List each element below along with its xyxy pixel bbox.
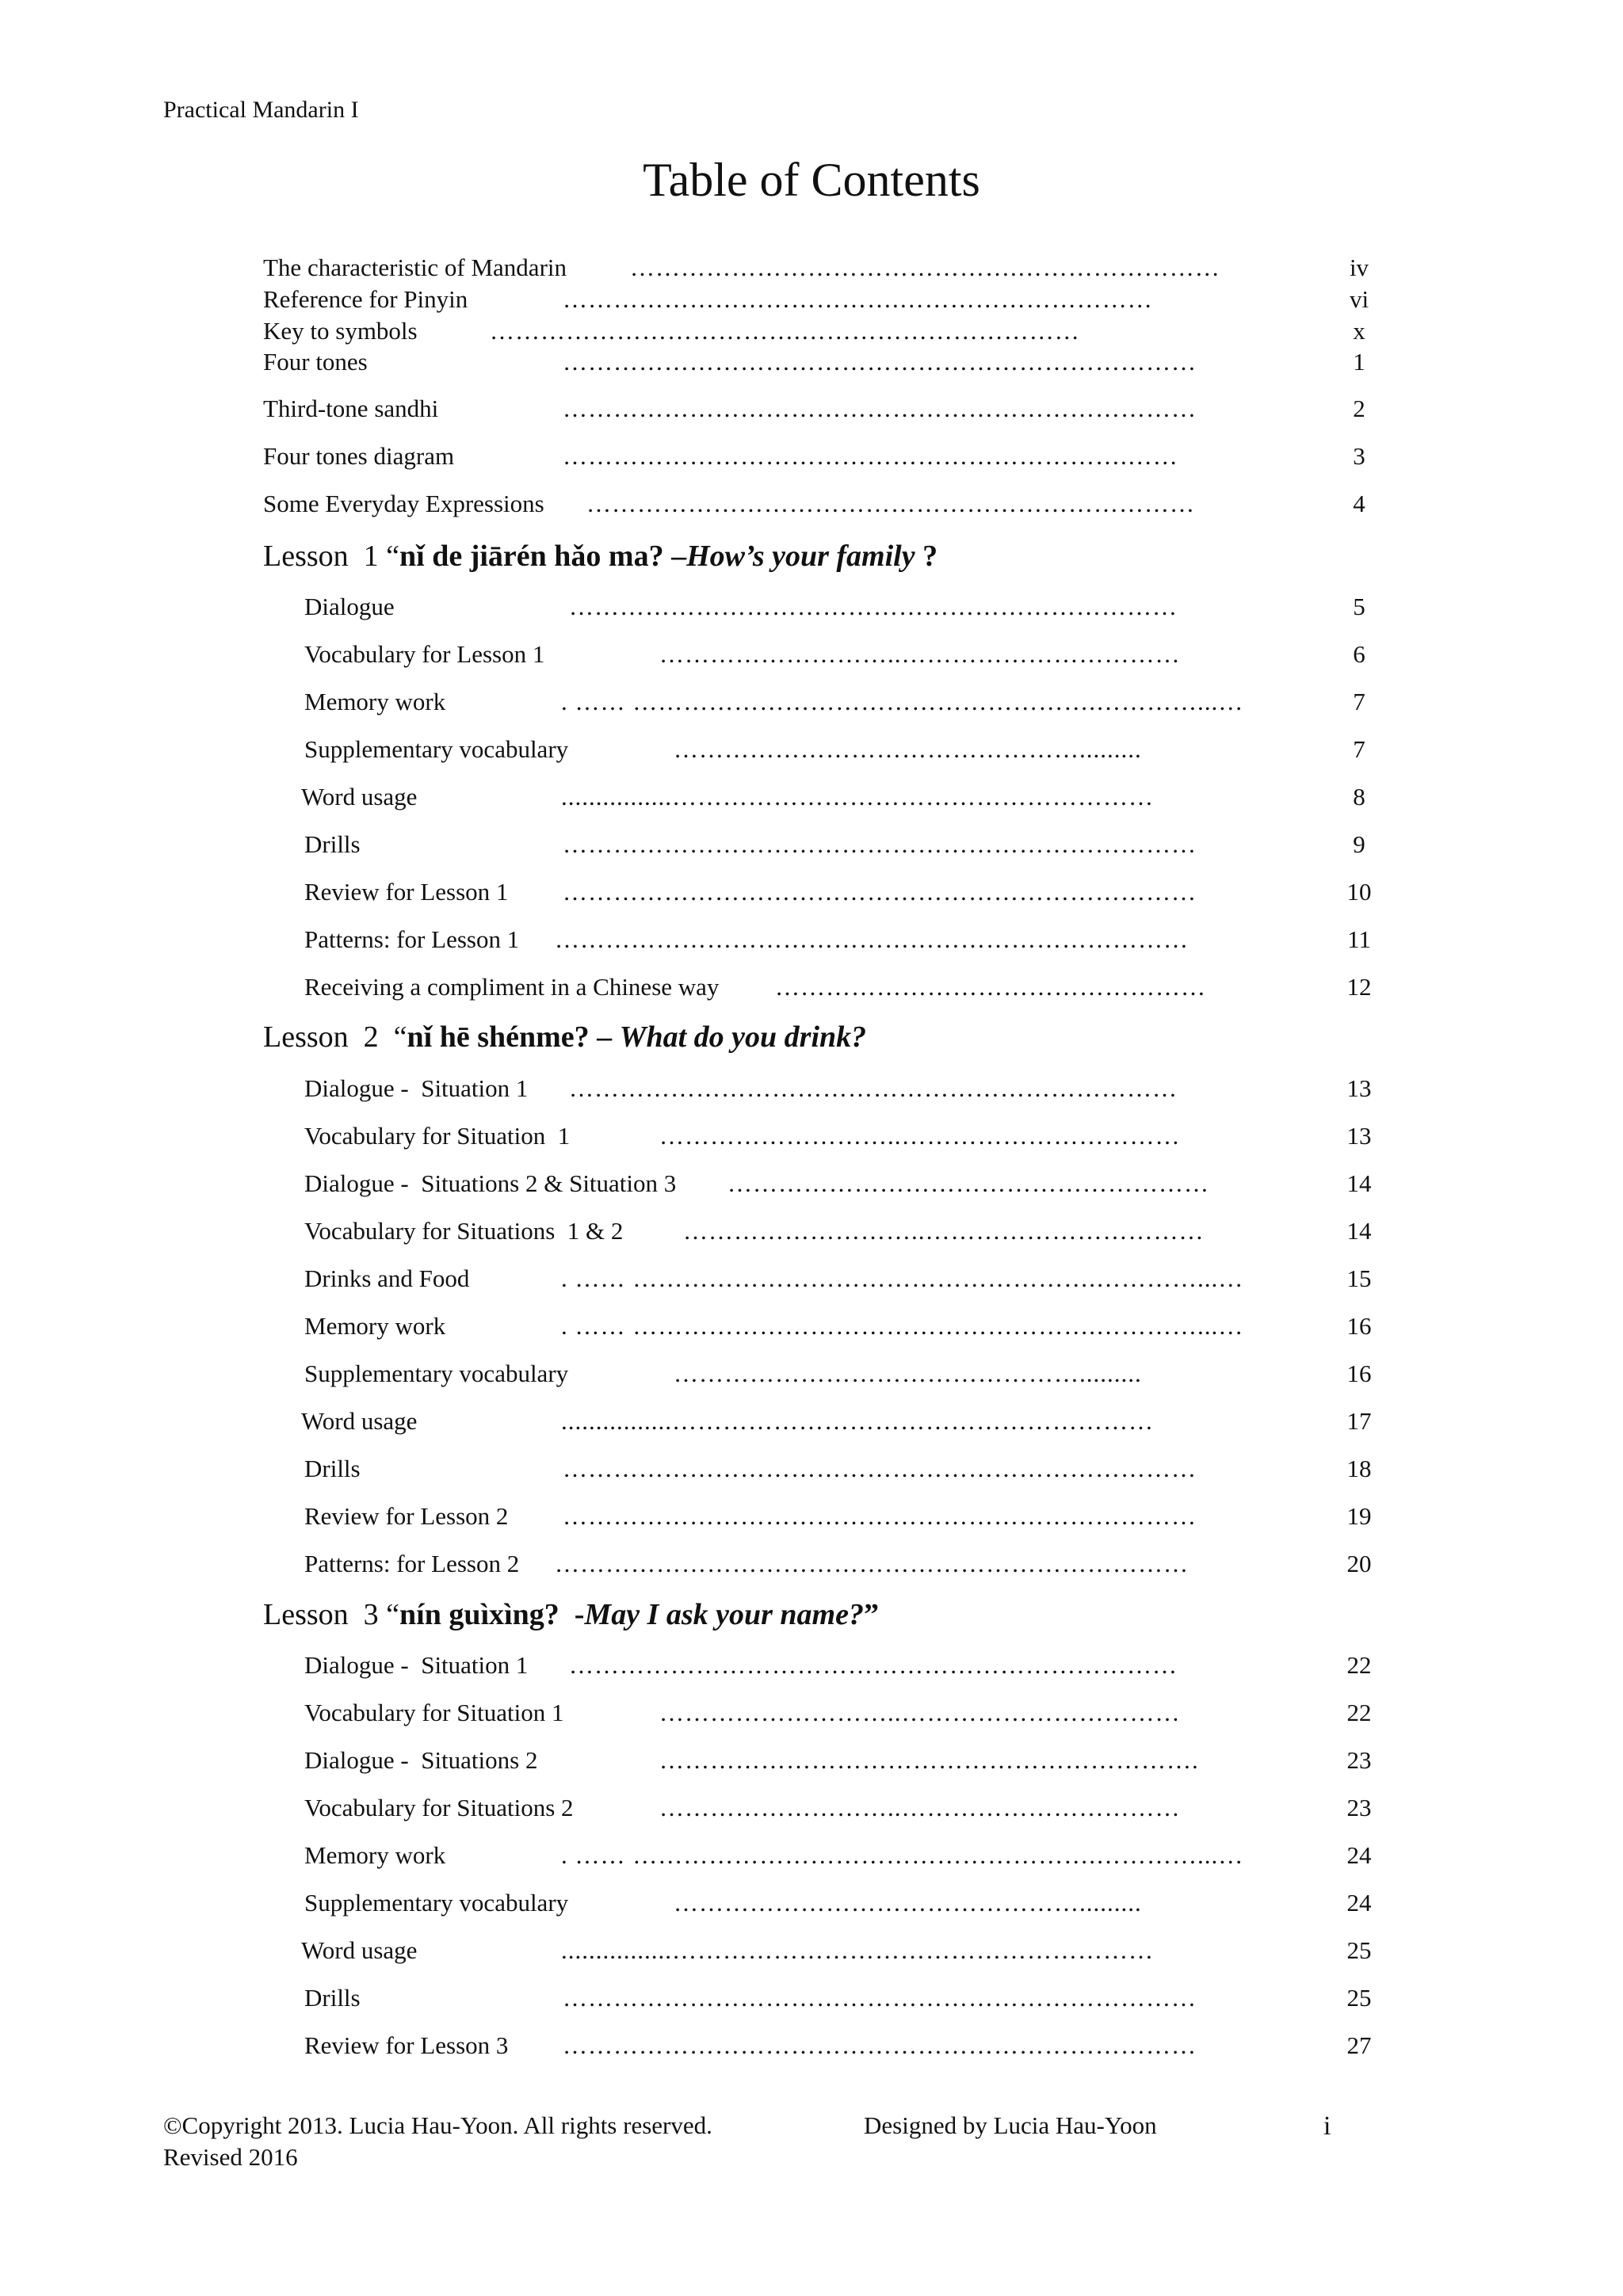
toc-entry[interactable] [0, 285, 1623, 317]
dot-leader: . …… ……………………………………………….…………...… [561, 1312, 1244, 1340]
toc-entry-page-number: 25 [1346, 1936, 1372, 1964]
toc-entry[interactable] [0, 1169, 1623, 1201]
dot-leader: ………………………………………………………………… [563, 1984, 1197, 2012]
toc-entry-label: Vocabulary for Situations 2 [304, 1794, 574, 1821]
toc-entry-page-number: 23 [1346, 1794, 1372, 1821]
dot-leader: ………………………………………………………………… [563, 395, 1197, 422]
toc-entry-label: Key to symbols [263, 317, 418, 345]
toc-entry[interactable] [0, 395, 1623, 426]
dot-leader: ………………………..…………………………… [659, 1122, 1181, 1150]
dot-leader: ................………………………………………………… [561, 783, 1154, 810]
toc-entry[interactable] [0, 1651, 1623, 1683]
toc-entry-page-number: 18 [1346, 1455, 1372, 1482]
copyright-notice: ©Copyright 2013. Lucia Hau-Yoon. All rights reserved. [163, 2111, 712, 2139]
toc-entry-page-number: 7 [1353, 735, 1365, 763]
toc-entry[interactable] [0, 640, 1623, 672]
dot-leader: ………………………………………………………………… [563, 1502, 1197, 1530]
toc-entry[interactable] [0, 1455, 1623, 1486]
dot-leader: ………………………………….………………………… [563, 285, 1153, 313]
dot-leader: ……………………………………………………………… [569, 593, 1178, 620]
toc-entry-page-number: 2 [1353, 395, 1365, 422]
toc-entry-page-number: 16 [1346, 1360, 1372, 1387]
toc-entry-label: Dialogue - Situations 2 [304, 1746, 538, 1774]
toc-entry[interactable] [0, 1502, 1623, 1534]
toc-entry-page-number: 22 [1346, 1699, 1372, 1726]
dot-leader: ………………………………………………………………… [555, 1550, 1189, 1577]
toc-entry-label: Supplementary vocabulary [304, 735, 569, 763]
toc-entry-page-number: 19 [1346, 1502, 1372, 1530]
toc-entry-page-number: 13 [1346, 1074, 1372, 1102]
toc-entry-page-number: 16 [1346, 1312, 1372, 1340]
toc-entry[interactable] [0, 1699, 1623, 1730]
dot-leader: ……………………………………………………………… [569, 1074, 1178, 1102]
lesson-title-english: What do you drink? [619, 1020, 867, 1054]
toc-entry-label: Memory work [304, 688, 446, 715]
dot-leader: ………………………………………………………. [659, 1746, 1199, 1774]
dot-leader: ………………………………………………………………… [563, 1455, 1197, 1482]
dot-leader: ………………………………………………………………… [563, 348, 1197, 376]
toc-entry-label: Receiving a compliment in a Chinese way [304, 973, 720, 1001]
toc-entry-label: Word usage [301, 1407, 418, 1435]
toc-entry-page-number: 20 [1346, 1550, 1372, 1577]
lesson-title-suffix: ” [863, 1598, 879, 1631]
dot-leader: ………………………..…………………………… [659, 1699, 1181, 1726]
toc-entry[interactable] [0, 925, 1623, 957]
toc-entry-page-number: 8 [1353, 783, 1365, 810]
toc-entry-label: Review for Lesson 3 [304, 2031, 509, 2059]
toc-entry-page-number: 24 [1346, 1889, 1372, 1917]
dot-leader: ………………………………………………… [727, 1169, 1209, 1197]
toc-entry[interactable] [0, 490, 1623, 521]
toc-entry[interactable] [0, 878, 1623, 910]
toc-entry-page-number: 5 [1353, 593, 1365, 620]
lesson-number: Lesson 3 “ [263, 1598, 400, 1631]
dot-leader: ……………………………………………………………… [586, 490, 1195, 517]
toc-entry[interactable] [0, 1407, 1623, 1439]
running-header: Practical Mandarin I [163, 97, 359, 123]
toc-entry-page-number: 10 [1346, 878, 1372, 906]
toc-entry-label: Memory work [304, 1841, 446, 1869]
toc-entry-label: Dialogue - Situation 1 [304, 1074, 529, 1102]
toc-entry-label: Some Everyday Expressions [263, 490, 544, 517]
dot-leader: ………………………………………………………….…… [563, 442, 1178, 470]
dot-leader: ……………………………………….…………………… [630, 254, 1220, 281]
toc-entry-page-number: iv [1349, 254, 1369, 281]
toc-entry-label: Vocabulary for Situations 1 & 2 [304, 1217, 624, 1245]
toc-entry-label: Drills [304, 1984, 361, 2012]
toc-entry-page-number: 12 [1346, 973, 1372, 1001]
lesson-title-english: May I ask your name? [584, 1598, 864, 1631]
toc-entry-page-number: 22 [1346, 1651, 1372, 1679]
toc-entry-page-number: 1 [1353, 348, 1365, 376]
toc-entry[interactable] [0, 1841, 1623, 1873]
toc-entry[interactable] [0, 1984, 1623, 2016]
toc-entry[interactable] [0, 593, 1623, 624]
dot-leader: ………………………………………………………………… [563, 830, 1197, 858]
lesson-title-pinyin: nǐ de jiārén hǎo ma? – [399, 540, 687, 573]
toc-entry[interactable] [0, 1936, 1623, 1968]
toc-entry-page-number: 6 [1353, 640, 1365, 668]
toc-entry[interactable] [0, 1074, 1623, 1106]
toc-entry-page-number: 3 [1353, 442, 1365, 470]
toc-entry-page-number: 15 [1346, 1264, 1372, 1292]
toc-entry-page-number: 25 [1346, 1984, 1372, 2012]
toc-entry-label: Vocabulary for Situation 1 [304, 1699, 564, 1726]
toc-entry-label: Drills [304, 830, 361, 858]
lesson-title-suffix: ? [915, 540, 938, 573]
dot-leader: …………………………………………......... [674, 1360, 1142, 1387]
toc-entry[interactable] [0, 1794, 1623, 1825]
toc-entry[interactable] [0, 1312, 1623, 1344]
lesson-number: Lesson 2 “ [263, 1020, 407, 1054]
toc-entry-label: The characteristic of Mandarin [263, 254, 567, 281]
toc-entry-label: Dialogue - Situation 1 [304, 1651, 529, 1679]
dot-leader: . …… ……………………………………………….…………...… [561, 688, 1244, 715]
lesson-title-pinyin: nín guìxìng? - [399, 1598, 585, 1631]
lesson-title-english: How’s your family [686, 540, 915, 573]
toc-entry[interactable] [0, 317, 1623, 349]
toc-entry[interactable] [0, 2031, 1623, 2063]
toc-entry-page-number: 24 [1346, 1841, 1372, 1869]
toc-entry[interactable] [0, 783, 1623, 814]
toc-entry-page-number: 14 [1346, 1217, 1372, 1245]
toc-entry-label: Review for Lesson 1 [304, 878, 509, 906]
toc-entry-label: Four tones [263, 348, 368, 376]
toc-entry-label: Vocabulary for Situation 1 [304, 1122, 571, 1150]
dot-leader: ………………………..…………………………… [659, 640, 1181, 668]
toc-entry-page-number: 13 [1346, 1122, 1372, 1150]
revision-note: Revised 2016 [163, 2143, 298, 2171]
dot-leader: ................………………………………………………… [561, 1407, 1154, 1435]
toc-entry-label: Supplementary vocabulary [304, 1360, 569, 1387]
toc-entry-page-number: x [1353, 317, 1365, 345]
dot-leader: ……………………………………………………………… [569, 1651, 1178, 1679]
toc-entry[interactable] [0, 735, 1623, 767]
dot-leader: ................………………………………………………… [561, 1936, 1154, 1964]
page-number: i [1323, 2111, 1331, 2141]
toc-entry-label: Four tones diagram [263, 442, 455, 470]
dot-leader: …………………………………………… [775, 973, 1206, 1001]
toc-entry-page-number: vi [1349, 285, 1369, 313]
toc-entry[interactable] [0, 1889, 1623, 1920]
toc-entry-page-number: 27 [1346, 2031, 1372, 2059]
dot-leader: ………………………………………………………………… [555, 925, 1189, 953]
dot-leader: ………………………………………………………………… [563, 878, 1197, 906]
toc-entry[interactable] [0, 830, 1623, 862]
toc-entry[interactable] [0, 1217, 1623, 1249]
toc-entry-page-number: 7 [1353, 688, 1365, 715]
toc-entry-label: Word usage [301, 1936, 418, 1964]
toc-entry[interactable] [0, 1122, 1623, 1154]
toc-entry-label: Memory work [304, 1312, 446, 1340]
lesson-heading[interactable] [263, 539, 938, 574]
lesson-heading[interactable] [263, 1597, 879, 1632]
toc-entry-label: Reference for Pinyin [263, 285, 468, 313]
dot-leader: ………………………..…………………………… [659, 1794, 1181, 1821]
toc-entry[interactable] [0, 348, 1623, 379]
toc-entry-label: Supplementary vocabulary [304, 1889, 569, 1917]
toc-entry-label: Patterns: for Lesson 1 [304, 925, 520, 953]
toc-entry-label: Dialogue - Situations 2 & Situation 3 [304, 1169, 677, 1197]
toc-entry-label: Drinks and Food [304, 1264, 470, 1292]
dot-leader: ………………………………………………………………… [563, 2031, 1197, 2059]
lesson-title-pinyin: nǐ hē shénme? – [407, 1020, 620, 1054]
toc-entry-label: Vocabulary for Lesson 1 [304, 640, 545, 668]
dot-leader: …………………………………………......... [674, 735, 1142, 763]
toc-entry-page-number: 11 [1347, 925, 1371, 953]
lesson-number: Lesson 1 “ [263, 540, 400, 573]
toc-entry[interactable] [0, 1550, 1623, 1581]
dot-leader: . …… ……………………………………………….…………...… [561, 1841, 1244, 1869]
designer-credit: Designed by Lucia Hau-Yoon [864, 2111, 1157, 2139]
toc-entry[interactable] [0, 1360, 1623, 1391]
toc-entry[interactable] [0, 442, 1623, 474]
toc-entry-label: Third-tone sandhi [263, 395, 439, 422]
dot-leader: . …… ……………………………………………….…………...… [561, 1264, 1244, 1292]
dot-leader: …………………………………………......... [674, 1889, 1142, 1917]
toc-entry-label: Patterns: for Lesson 2 [304, 1550, 520, 1577]
toc-entry[interactable] [0, 1264, 1623, 1296]
toc-entry-page-number: 14 [1346, 1169, 1372, 1197]
toc-entry[interactable] [0, 1746, 1623, 1778]
toc-entry[interactable] [0, 973, 1623, 1005]
toc-entry-page-number: 23 [1346, 1746, 1372, 1774]
toc-entry-label: Dialogue [304, 593, 395, 620]
toc-entry-label: Drills [304, 1455, 361, 1482]
toc-entry-page-number: 9 [1353, 830, 1365, 858]
page-title: Table of Contents [643, 154, 980, 206]
dot-leader: ………………………..…………………………… [683, 1217, 1205, 1245]
toc-entry-page-number: 4 [1353, 490, 1365, 517]
dot-leader: ……………………………….…………………………… [490, 317, 1080, 345]
toc-entry[interactable] [0, 254, 1623, 285]
toc-entry-page-number: 17 [1346, 1407, 1372, 1435]
toc-entry-label: Word usage [301, 783, 418, 810]
lesson-heading[interactable] [263, 1020, 866, 1055]
toc-entry-label: Review for Lesson 2 [304, 1502, 509, 1530]
toc-entry[interactable] [0, 688, 1623, 719]
